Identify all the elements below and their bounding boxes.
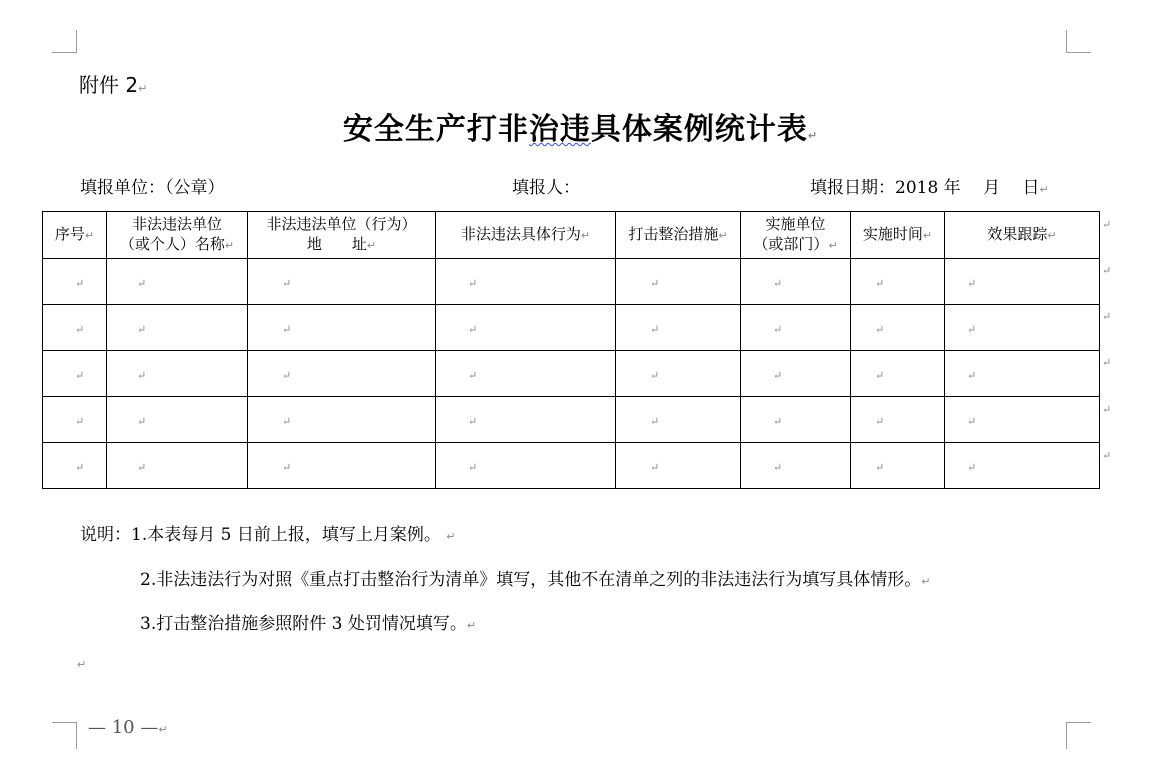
table-cell[interactable]: ↵ [248,443,436,489]
row-end-mark: ↵ [1102,310,1112,323]
row-end-mark: ↵ [1102,403,1112,416]
column-header-7: 实施时间↵ [851,212,945,259]
table-cell[interactable]: ↵ [741,351,851,397]
table-cell[interactable]: ↵ [851,397,945,443]
note-item-3: 3.打击整治措施参照附件 3 处罚情况填写。↵ [140,614,477,634]
table-row [43,259,1100,305]
crop-mark-bottom-left [52,722,77,749]
column-header-4: 非法违法具体行为↵ [436,212,616,259]
table-cell[interactable]: ↵ [436,443,616,489]
page-number: — 10 —↵ [88,717,168,738]
column-header-2: 非法违法单位 （或个人）名称↵ [107,212,248,259]
table-row [43,305,1100,351]
column-header-8: 效果跟踪↵ [945,212,1100,259]
column-header-1: 序号↵ [43,212,107,259]
table-cell[interactable]: ↵ [851,351,945,397]
table-header-row [43,212,1100,259]
table-row [43,351,1100,397]
column-header-3: 非法违法单位（行为） 地 址↵ [248,212,436,259]
fill-unit-label: 填报单位：（公章） [80,178,225,198]
page-title: 安全生产打非治违具体案例统计表↵ [342,112,819,147]
table-cell[interactable]: ↵ [616,305,741,351]
table-cell[interactable]: ↵ [107,305,248,351]
fill-date-label: 填报日期：2018 年 月 日↵ [810,178,1049,198]
table-cell[interactable]: ↵ [616,259,741,305]
table-cell[interactable]: ↵ [248,305,436,351]
table-cell[interactable]: ↵ [851,305,945,351]
row-end-mark: ↵ [1102,449,1112,462]
table-cell[interactable]: ↵ [43,259,107,305]
row-end-mark: ↵ [1102,264,1112,277]
table-cell[interactable]: ↵ [741,305,851,351]
crop-mark-bottom-right [1066,722,1091,749]
table-cell[interactable]: ↵ [436,259,616,305]
table-cell[interactable]: ↵ [616,443,741,489]
table-cell[interactable]: ↵ [945,305,1100,351]
table-cell[interactable]: ↵ [945,259,1100,305]
table-cell[interactable]: ↵ [741,397,851,443]
table-cell[interactable]: ↵ [43,351,107,397]
note-item-2: 2.非法违法行为对照《重点打击整治行为清单》填写，其他不在清单之列的非法违法行为填写具体情形。↵ [140,570,931,590]
table-row [43,443,1100,489]
column-header-6: 实施单位 （或部门）↵ [741,212,851,259]
table-cell[interactable]: ↵ [616,351,741,397]
fill-person-label: 填报人： [512,178,580,198]
table-cell[interactable]: ↵ [248,259,436,305]
table-cell[interactable]: ↵ [248,397,436,443]
table-cell[interactable]: ↵ [851,443,945,489]
row-end-mark: ↵ [1102,356,1112,369]
case-statistics-table [42,211,1100,489]
row-end-mark: ↵ [1102,218,1112,231]
attachment-label: 附件 2↵ [79,73,148,97]
table-row [43,397,1100,443]
crop-mark-top-left [52,30,77,53]
table-cell[interactable]: ↵ [616,397,741,443]
table-cell[interactable]: ↵ [436,351,616,397]
table-cell[interactable]: ↵ [436,397,616,443]
table-cell[interactable]: ↵ [107,397,248,443]
table-cell[interactable]: ↵ [107,443,248,489]
table-cell[interactable]: ↵ [851,259,945,305]
table-cell[interactable]: ↵ [43,305,107,351]
table-cell[interactable]: ↵ [107,351,248,397]
column-header-5: 打击整治措施↵ [616,212,741,259]
note-item-1: 说明：1.本表每月 5 日前上报，填写上月案例。 ↵ [80,525,456,545]
table-cell[interactable]: ↵ [945,397,1100,443]
table-cell[interactable]: ↵ [436,305,616,351]
table-cell[interactable]: ↵ [43,443,107,489]
paragraph-mark: ↵ [77,658,87,671]
table-cell[interactable]: ↵ [945,351,1100,397]
crop-mark-top-right [1066,30,1091,53]
table-cell[interactable]: ↵ [945,443,1100,489]
table-cell[interactable]: ↵ [741,259,851,305]
table-cell[interactable]: ↵ [741,443,851,489]
table-cell[interactable]: ↵ [43,397,107,443]
table-cell[interactable]: ↵ [107,259,248,305]
table-cell[interactable]: ↵ [248,351,436,397]
